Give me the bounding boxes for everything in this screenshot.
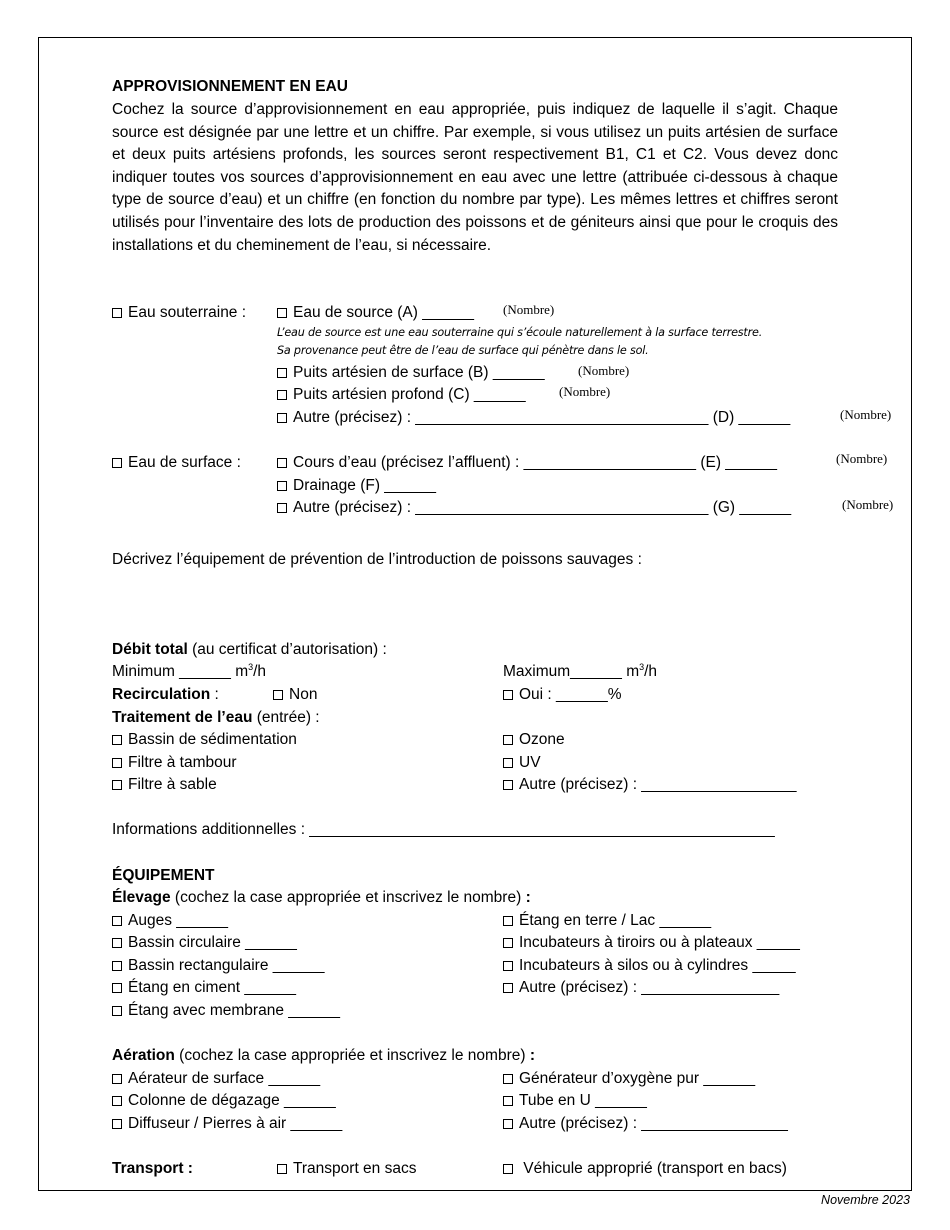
surface-water-label: Eau de surface : <box>128 454 241 471</box>
rearing-option[interactable]: Étang en ciment ______ <box>112 978 296 997</box>
rearing-option[interactable]: Étang avec membrane ______ <box>112 1001 340 1020</box>
checkbox[interactable] <box>503 916 513 926</box>
checkbox[interactable] <box>273 690 283 700</box>
checkbox[interactable] <box>112 961 122 971</box>
checkbox[interactable] <box>503 758 513 768</box>
transport-vehicle-option[interactable]: Véhicule approprié (transport en bacs) <box>503 1159 787 1178</box>
rearing-option[interactable]: Auges ______ <box>112 911 228 930</box>
checkbox[interactable] <box>277 413 287 423</box>
checkbox[interactable] <box>503 690 513 700</box>
treatment-option[interactable]: Autre (précisez) : __________________ <box>503 775 796 794</box>
treatment-option[interactable]: UV <box>503 753 541 772</box>
surface-water-option[interactable] <box>112 453 241 472</box>
nombre-hint: (Nombre) <box>840 407 892 422</box>
additional-info-field[interactable]: Informations additionnelles : ______________________________________________________ <box>112 821 775 838</box>
checkbox[interactable] <box>112 983 122 993</box>
rearing-option[interactable]: Bassin rectangulaire ______ <box>112 956 324 975</box>
deep-well-option[interactable] <box>277 385 526 404</box>
section-title-water: APPROVISIONNEMENT EN EAU <box>112 78 348 95</box>
aeration-option[interactable]: Diffuseur / Pierres à air ______ <box>112 1114 342 1133</box>
checkbox[interactable] <box>112 758 122 768</box>
shallow-well-label: Puits artésien de surface (B) ______ <box>293 364 545 381</box>
surface-other-label: Autre (précisez) : __________________________________ (G) ______ <box>293 499 792 516</box>
checkbox[interactable] <box>277 308 287 318</box>
checkbox[interactable] <box>503 938 513 948</box>
aeration-option[interactable]: Générateur d’oxygène pur ______ <box>503 1069 755 1088</box>
checkbox[interactable] <box>112 780 122 790</box>
aeration-option[interactable]: Tube en U ______ <box>503 1091 647 1110</box>
checkbox[interactable] <box>503 1119 513 1129</box>
checkbox[interactable] <box>112 1074 122 1084</box>
nombre-hint: (Nombre) <box>559 384 611 399</box>
checkbox[interactable] <box>503 1164 513 1174</box>
rearing-option[interactable]: Étang en terre / Lac ______ <box>503 911 711 930</box>
recirculation-non-option[interactable]: Non <box>273 685 317 704</box>
surface-other-option[interactable] <box>277 498 791 517</box>
checkbox[interactable] <box>503 961 513 971</box>
groundwater-other-label: Autre (précisez) : __________________________________ (D) ______ <box>293 409 791 426</box>
groundwater-label: Eau souterraine : <box>128 304 247 321</box>
checkbox[interactable] <box>503 780 513 790</box>
flow-maximum-field[interactable]: Maximum______ $m^3/h$ <box>503 661 658 680</box>
checkbox[interactable] <box>503 1074 513 1084</box>
total-flow-heading: Débit total (au certificat d’autorisation) : <box>112 641 387 658</box>
aeration-option[interactable]: Autre (précisez) : _________________ <box>503 1114 788 1133</box>
nombre-hint: (Nombre) <box>578 363 630 378</box>
transport-bags-option[interactable]: Transport en sacs <box>277 1159 416 1178</box>
aeration-option[interactable]: Colonne de dégazage ______ <box>112 1091 336 1110</box>
rearing-option[interactable]: Bassin circulaire ______ <box>112 933 297 952</box>
checkbox[interactable] <box>277 481 287 491</box>
nombre-hint: (Nombre) <box>836 451 888 466</box>
water-intro-paragraph: Cochez la source d’approvisionnement en eau appropriée, puis indiquez de laquelle il s’agit. Chaque source est désignée par une lettre et un chiffre. Par exemple, si vous utilisez un puits artésien de surface et deux puits artésiens profonds, les sources seront respectivement B1, C1 et C2. Vous devez donc indiquer toutes vos sources d’approvisionnement en eau avec une lettre (attribuée ci-dessous à chaque type de source d’eau) et un chiffre (en fonction du nombre par type). Les mêmes lettres et chiffres seront utilisés pour l’inventaire des lots de production des poissons et de géniteurs ainsi que pour le croquis des installations et du cheminement de l’eau, si nécessaire. <box>112 101 838 254</box>
checkbox[interactable] <box>277 368 287 378</box>
prevention-question: Décrivez l’équipement de prévention de l’introduction de poissons sauvages : <box>112 551 642 568</box>
checkbox[interactable] <box>112 458 122 468</box>
transport-label: Transport : <box>112 1160 193 1177</box>
rearing-option[interactable]: Incubateurs à tiroirs ou à plateaux _____ <box>503 933 800 952</box>
checkbox[interactable] <box>277 458 287 468</box>
footer-date: Novembre 2023 <box>821 1193 910 1207</box>
spring-water-label: Eau de source (A) ______ <box>293 304 474 321</box>
spring-note-2: Sa provenance peut être de l’eau de surface qui pénètre dans le sol. <box>277 344 649 357</box>
checkbox[interactable] <box>277 390 287 400</box>
treatment-option[interactable]: Filtre à sable <box>112 775 217 794</box>
checkbox[interactable] <box>277 503 287 513</box>
flow-minimum-field[interactable]: Minimum ______ $m^3/h$ <box>112 661 267 680</box>
checkbox[interactable] <box>503 983 513 993</box>
aeration-option[interactable]: Aérateur de surface ______ <box>112 1069 320 1088</box>
checkbox[interactable] <box>112 308 122 318</box>
nombre-hint: (Nombre) <box>503 302 555 317</box>
checkbox[interactable] <box>277 1164 287 1174</box>
checkbox[interactable] <box>112 735 122 745</box>
checkbox[interactable] <box>503 735 513 745</box>
stream-label: Cours d’eau (précisez l’affluent) : ____________________ (E) ______ <box>293 454 778 471</box>
treatment-option[interactable]: Ozone <box>503 730 565 749</box>
groundwater-option[interactable] <box>112 303 246 322</box>
rearing-heading: Élevage (cochez la case appropriée et inscrivez le nombre) : <box>112 889 531 906</box>
groundwater-other-option[interactable] <box>277 408 790 427</box>
treatment-option[interactable]: Filtre à tambour <box>112 753 237 772</box>
stream-option[interactable] <box>277 453 777 472</box>
aeration-heading: Aération (cochez la case appropriée et inscrivez le nombre) : <box>112 1047 535 1064</box>
checkbox[interactable] <box>112 1119 122 1129</box>
recirculation-oui-option[interactable]: Oui : ______% <box>503 685 622 704</box>
checkbox[interactable] <box>112 1096 122 1106</box>
checkbox[interactable] <box>112 916 122 926</box>
treatment-heading: Traitement de l’eau (entrée) : <box>112 709 320 726</box>
spring-water-option[interactable] <box>277 303 474 322</box>
recirculation-label: Recirculation : <box>112 686 219 703</box>
checkbox[interactable] <box>503 1096 513 1106</box>
shallow-well-option[interactable] <box>277 363 545 382</box>
checkbox[interactable] <box>112 1006 122 1016</box>
checkbox[interactable] <box>112 938 122 948</box>
section-title-equipment: ÉQUIPEMENT <box>112 867 215 884</box>
spring-note-1: L’eau de source est une eau souterraine qui s’écoule naturellement à la surface terrestre. <box>277 326 763 339</box>
rearing-option[interactable]: Autre (précisez) : ________________ <box>503 978 779 997</box>
nombre-hint: (Nombre) <box>842 497 894 512</box>
treatment-option[interactable]: Bassin de sédimentation <box>112 730 297 749</box>
drainage-label: Drainage (F) ______ <box>293 477 437 494</box>
drainage-option[interactable] <box>277 476 436 495</box>
rearing-option[interactable]: Incubateurs à silos ou à cylindres _____ <box>503 956 796 975</box>
deep-well-label: Puits artésien profond (C) ______ <box>293 386 526 403</box>
